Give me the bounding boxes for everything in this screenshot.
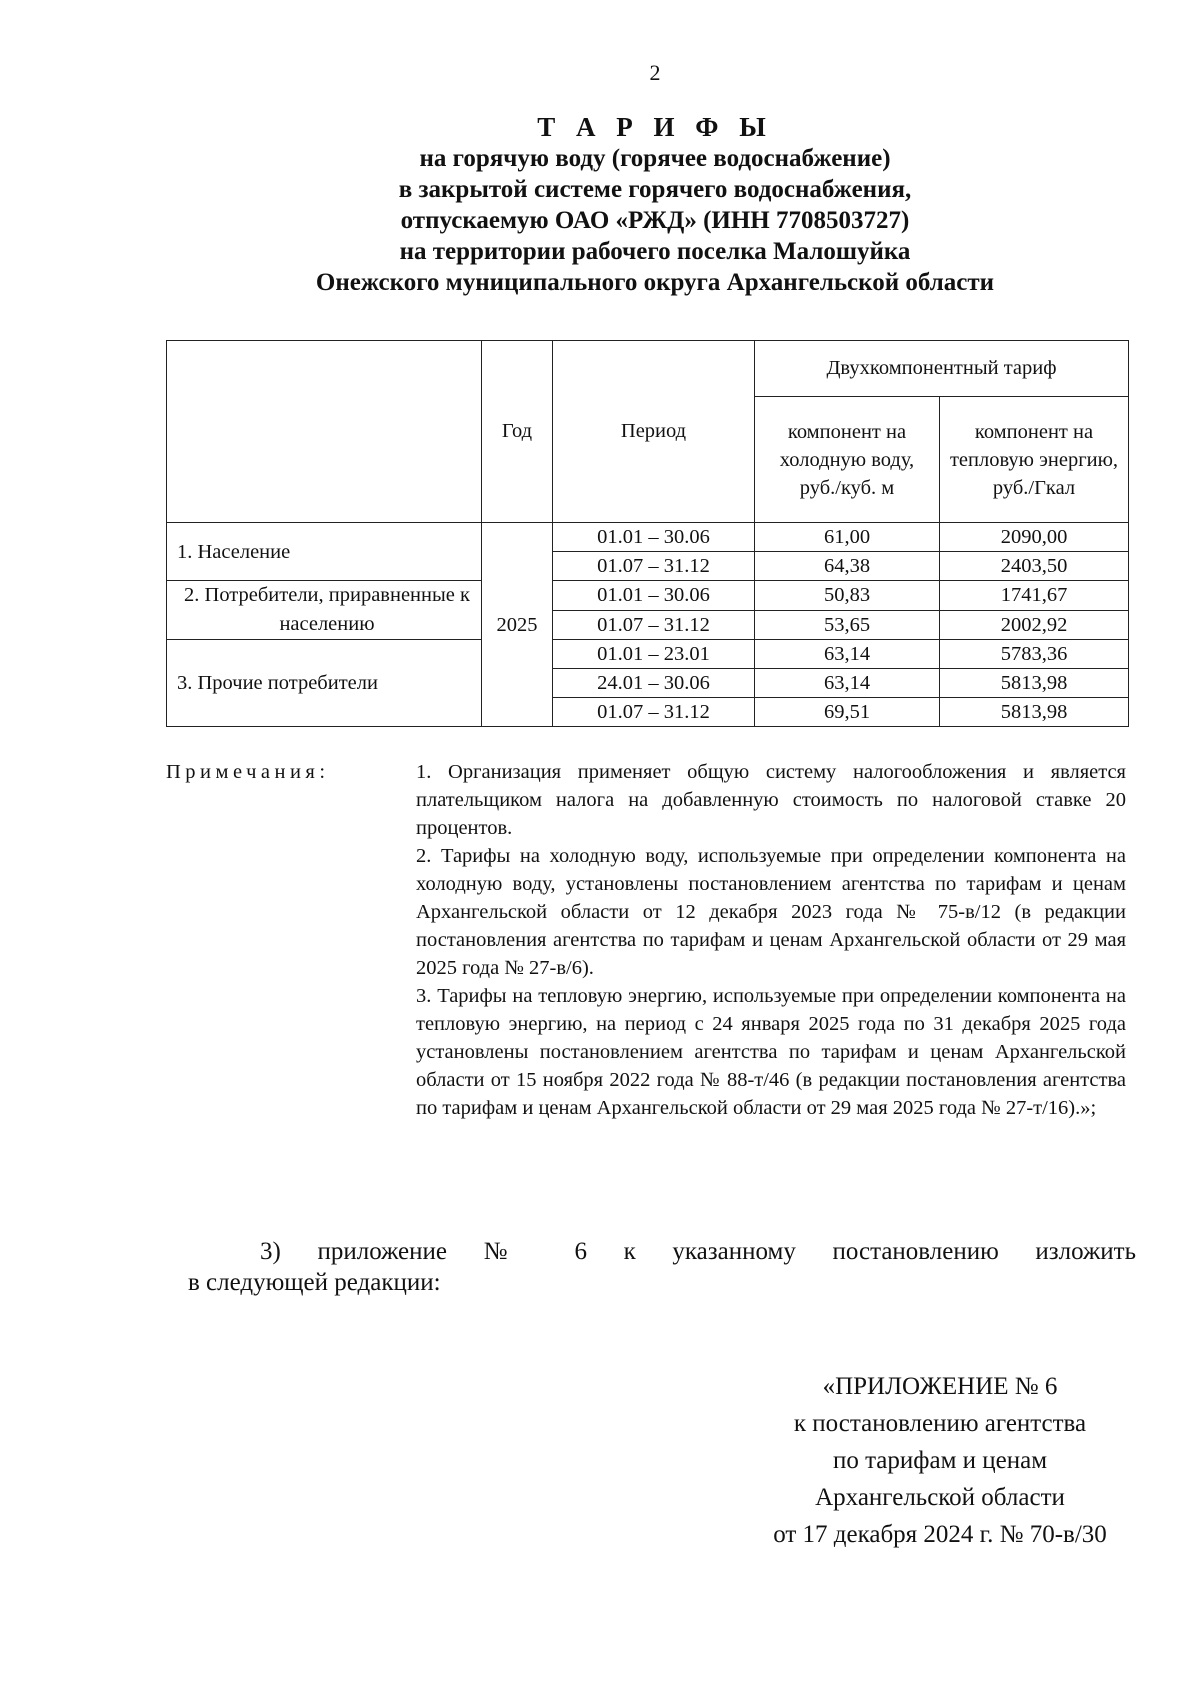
heat-value-cell: 2403,50 bbox=[940, 552, 1129, 581]
header-category-empty bbox=[167, 341, 482, 523]
heading-title: Т А Р И Ф Ы bbox=[537, 112, 773, 142]
heat-value-cell: 5813,98 bbox=[940, 669, 1129, 698]
appendix-line: «ПРИЛОЖЕНИЕ № 6 bbox=[822, 1373, 1058, 1400]
notes-body bbox=[416, 758, 1126, 1122]
header-period: Период bbox=[553, 341, 755, 523]
appendix-line: Архангельской области bbox=[815, 1484, 1065, 1511]
heat-value-cell: 5783,36 bbox=[940, 640, 1129, 669]
appendix-line: к постановлению агентства bbox=[793, 1410, 1087, 1437]
item-3-paragraph bbox=[188, 1236, 1136, 1298]
period-cell: 01.07 – 31.12 bbox=[553, 698, 755, 727]
table-row bbox=[167, 640, 1129, 669]
note-item: 3. Тарифы на тепловую энергию, используемые при определении компонента на тепловую энергию, на период с 24 января 2025 года по 31 декабря 2025 года установлены постановлением агентства по тарифам и ценам Архангельской области от 15 ноября 2022 года № 88-т/46 (в редакции постановления агентства по тарифам и ценам Архангельской области от 29 мая 2025 года № 27-т/16).»; bbox=[416, 985, 1126, 1119]
category-cell: 3. Прочие потребители bbox=[167, 640, 482, 727]
header-heat-component: компонент на тепловую энергию, руб./Гкал bbox=[940, 397, 1129, 523]
period-cell: 01.07 – 31.12 bbox=[553, 610, 755, 640]
cold-value-cell: 64,38 bbox=[755, 552, 940, 581]
appendix-reference bbox=[690, 1368, 1190, 1553]
note-item: 2. Тарифы на холодную воду, используемые при определении компонента на холодную воду, установлены постановлением агентства по тарифам и ценам Архангельской области от 12 декабря 2023 года № 75-в/12 (в редакции постановления агентства по тарифам и ценам Архангельской области от 29 мая 2025 года № 27-в/6). bbox=[416, 845, 1126, 979]
cold-value-cell: 69,51 bbox=[755, 698, 940, 727]
notes-label: Примечания: bbox=[166, 761, 330, 783]
heat-value-cell: 2090,00 bbox=[940, 523, 1129, 552]
table-row bbox=[167, 581, 1129, 611]
heading-line: отпускаемую ОАО «РЖД» (ИНН 7708503727) bbox=[400, 207, 910, 234]
heat-value-cell: 2002,92 bbox=[940, 610, 1129, 640]
period-cell: 01.07 – 31.12 bbox=[553, 552, 755, 581]
heading-line: на горячую воду (горячее водоснабжение) bbox=[419, 145, 891, 172]
appendix-line: по тарифам и ценам bbox=[832, 1447, 1048, 1474]
heading-line: на территории рабочего поселка Малошуйка bbox=[399, 238, 911, 265]
document-heading bbox=[160, 112, 1150, 298]
note-item: 1. Организация применяет общую систему налогообложения и является плательщиком налога на добавленную стоимость по налоговой ставке 20 процентов. bbox=[416, 761, 1126, 839]
category-cell: 2. Потребители, приравненные к населению bbox=[167, 581, 482, 640]
table-row bbox=[167, 523, 1129, 552]
heat-value-cell: 1741,67 bbox=[940, 581, 1129, 611]
header-cold-water-component: компонент на холодную воду, руб./куб. м bbox=[755, 397, 940, 523]
heading-line: в закрытой системе горячего водоснабжения, bbox=[398, 176, 912, 203]
cold-value-cell: 63,14 bbox=[755, 640, 940, 669]
cold-value-cell: 61,00 bbox=[755, 523, 940, 552]
item-3-line: в следующей редакции: bbox=[188, 1269, 441, 1296]
period-cell: 24.01 – 30.06 bbox=[553, 669, 755, 698]
item-3-line: 3) приложение № 6 к указанному постановлению изложить bbox=[260, 1238, 1136, 1265]
heat-value-cell: 5813,98 bbox=[940, 698, 1129, 727]
year-cell: 2025 bbox=[482, 523, 553, 727]
period-cell: 01.01 – 30.06 bbox=[553, 523, 755, 552]
cold-value-cell: 53,65 bbox=[755, 610, 940, 640]
header-year: Год bbox=[482, 341, 553, 523]
cold-value-cell: 63,14 bbox=[755, 669, 940, 698]
appendix-line: от 17 декабря 2024 г. № 70-в/30 bbox=[773, 1521, 1107, 1548]
page-number: 2 bbox=[649, 60, 661, 85]
category-cell: 1. Население bbox=[167, 523, 482, 581]
period-cell: 01.01 – 30.06 bbox=[553, 581, 755, 611]
cold-value-cell: 50,83 bbox=[755, 581, 940, 611]
header-two-component: Двухкомпонентный тариф bbox=[755, 341, 1129, 397]
period-cell: 01.01 – 23.01 bbox=[553, 640, 755, 669]
tariff-table bbox=[166, 340, 1129, 727]
heading-line: Онежского муниципального округа Архангельской области bbox=[315, 269, 995, 296]
